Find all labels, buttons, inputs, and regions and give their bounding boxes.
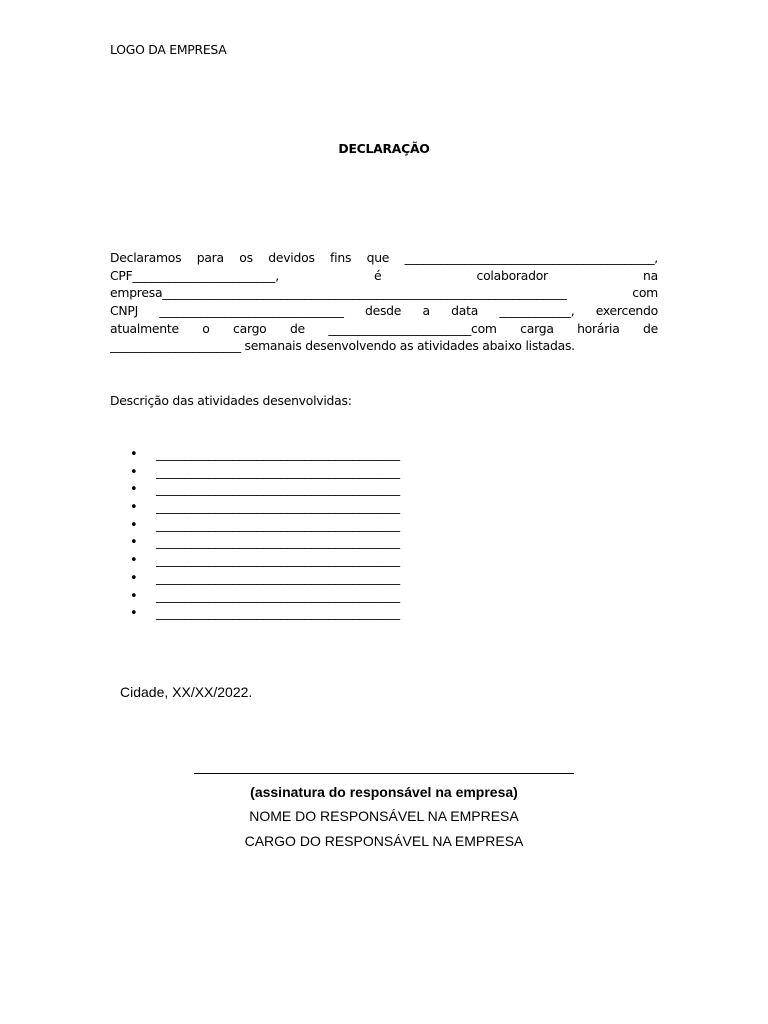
city-date-line: Cidade, XX/XX/2022. <box>120 684 253 700</box>
declaration-line: Declaramos para os devidos fins que __________________________________________, <box>110 250 658 265</box>
list-item <box>130 569 400 587</box>
company-logo-placeholder: LOGO DA EMPRESA <box>110 42 227 57</box>
bullet-icon: • <box>130 588 138 604</box>
list-item <box>130 445 400 463</box>
list-item <box>130 480 400 498</box>
bullet-icon: • <box>130 606 138 622</box>
bullet-icon: • <box>130 517 138 533</box>
signature-line <box>194 773 574 774</box>
activity-blank: _________________________________________ <box>156 569 400 585</box>
bullet-icon: • <box>130 553 138 569</box>
list-item <box>130 604 400 622</box>
activity-blank: _________________________________________ <box>156 552 400 568</box>
activities-heading: Descrição das atividades desenvolvidas: <box>110 393 352 408</box>
list-item <box>130 498 400 516</box>
activity-blank: _________________________________________ <box>156 446 400 461</box>
declaration-line: atualmente o cargo de ________________________com carga horária de <box>110 320 658 336</box>
activity-blank: _________________________________________ <box>156 516 400 532</box>
declaration-line: ______________________ semanais desenvolvendo as atividades abaixo listadas. <box>110 338 575 354</box>
activity-blank: _________________________________________ <box>156 534 400 550</box>
activity-blank: _________________________________________ <box>156 481 400 497</box>
document-title: DECLARAÇÃO <box>338 141 430 156</box>
list-item <box>130 587 400 605</box>
activity-blank: _________________________________________ <box>156 587 400 603</box>
bullet-icon: • <box>130 570 138 586</box>
signatory-role: CARGO DO RESPONSÁVEL NA EMPRESA <box>244 833 524 849</box>
bullet-icon: • <box>130 447 138 462</box>
signature-caption: (assinatura do responsável na empresa) <box>250 784 518 800</box>
list-item <box>130 463 400 481</box>
list-item <box>130 551 400 569</box>
activity-blank: _________________________________________ <box>156 605 400 621</box>
activity-blank: _________________________________________ <box>156 499 400 515</box>
signatory-name: NOME DO RESPONSÁVEL NA EMPRESA <box>249 808 519 824</box>
bullet-icon: • <box>130 482 138 498</box>
list-item <box>130 533 400 551</box>
activity-blank: _________________________________________ <box>156 463 400 479</box>
declaration-line: empresa____________________________________________________________________ com <box>110 285 658 301</box>
declaration-paragraph <box>110 249 658 355</box>
bullet-icon: • <box>130 464 138 480</box>
declaration-line: CPF________________________, é colaborador na <box>110 267 658 283</box>
bullet-icon: • <box>130 535 138 551</box>
bullet-icon: • <box>130 500 138 516</box>
list-item <box>130 516 400 534</box>
activities-list <box>130 445 400 622</box>
declaration-line: CNPJ _______________________________ desde a data ____________, exercendo <box>110 303 658 319</box>
